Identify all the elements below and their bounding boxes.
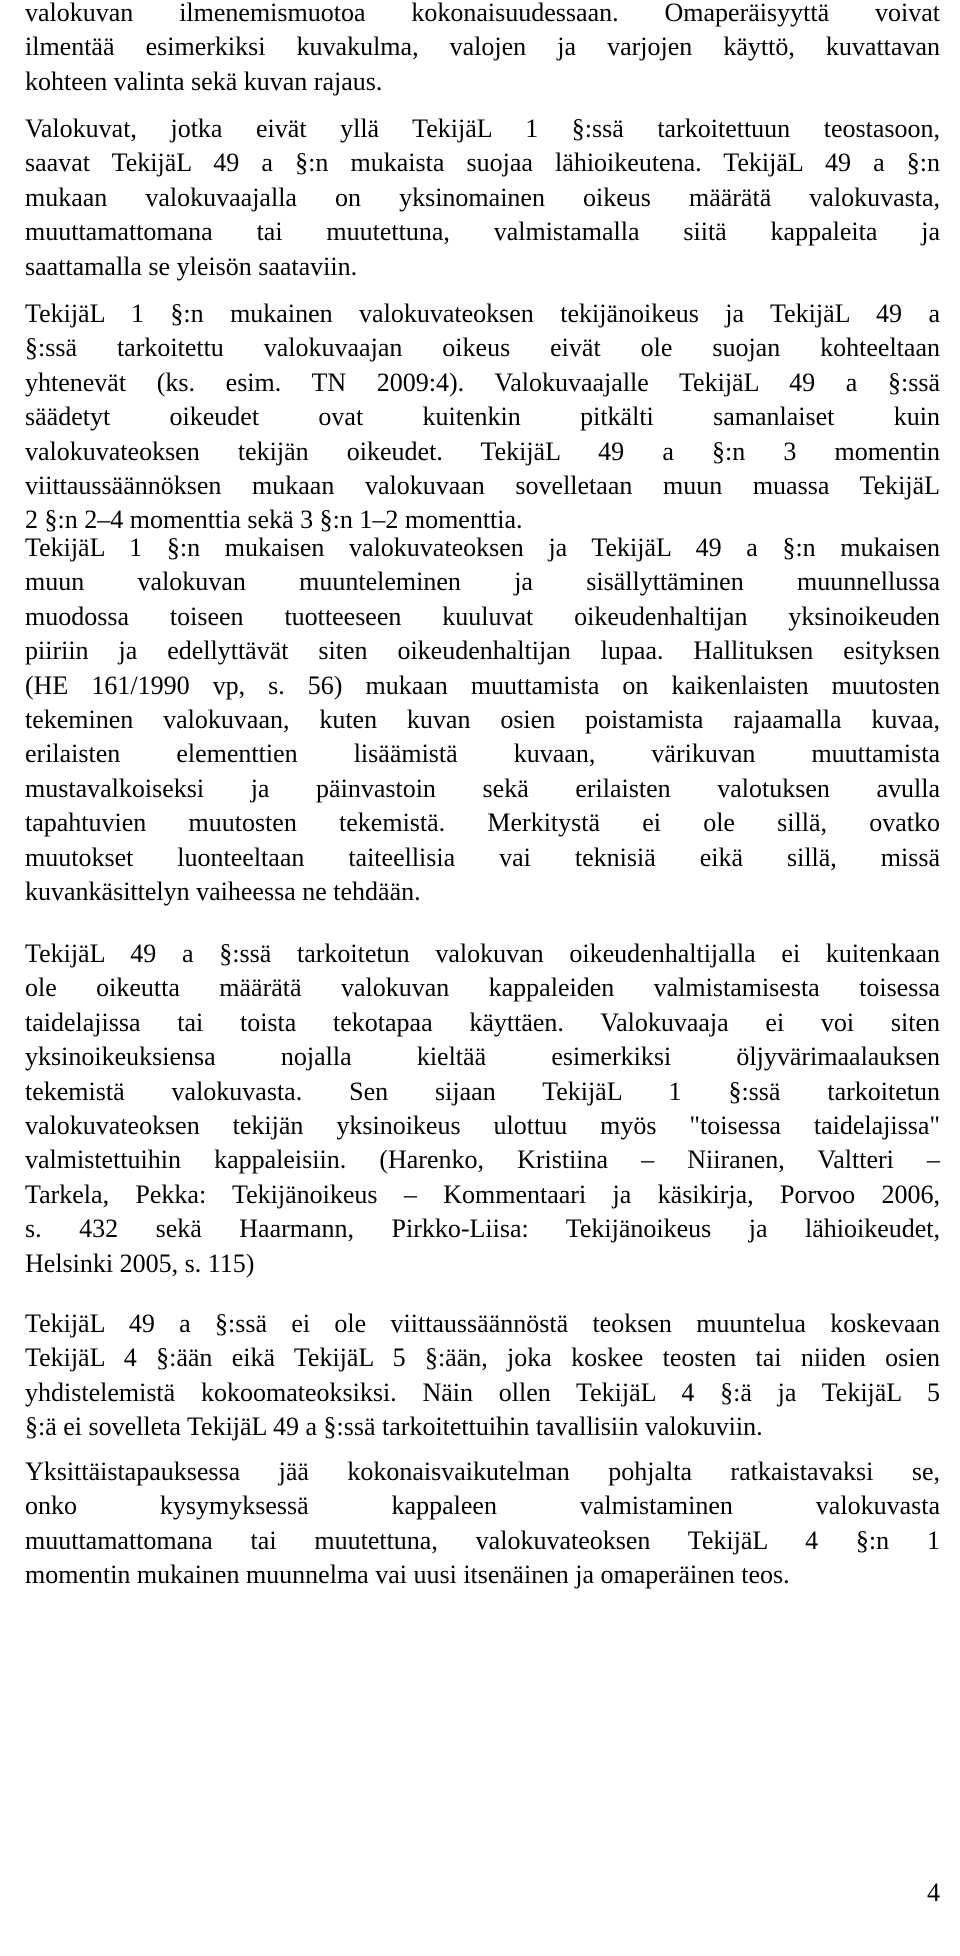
paragraph-photo-originality <box>25 0 940 99</box>
text-line: taidelajissa tai toista tekotapaa käyttäen. Valokuvaaja ei voi siten <box>25 1007 940 1037</box>
text-line: mukaan valokuvaajalla on yksinomainen oikeus määrätä valokuvasta, <box>25 182 940 212</box>
text-line: TekijäL 1 §:n mukaisen valokuvateoksen ja TekijäL 49 a §:n mukaisen <box>25 533 940 562</box>
text-line: piiriin ja edellyttävät siten oikeudenhaltijan lupaa. Hallituksen esityksen <box>25 636 940 666</box>
text-line: (HE 161/1990 vp, s. 56) mukaan muuttamista on kaikenlaisten muutosten <box>25 670 940 700</box>
text-line: §:ssä tarkoitettu valokuvaajan oikeus eivät ole suojan kohteeltaan <box>25 333 940 363</box>
text-line: Valokuvat, jotka eivät yllä TekijäL 1 §:ssä tarkoitettuun teostasoon, <box>25 114 940 143</box>
text-line: ole oikeutta määrätä valokuvan kappaleiden valmistamisesta toisessa <box>25 973 940 1003</box>
text-line: momentin mukainen muunnelma vai uusi itsenäinen ja omaperäinen teos. <box>25 1560 790 1590</box>
text-line: muutokset luonteeltaan taiteellisia vai teknisiä eikä sillä, missä <box>25 842 940 872</box>
text-line: säädetyt oikeudet ovat kuitenkin pitkälti samanlaiset kuin <box>25 402 940 432</box>
text-line: yhdistelemistä kokoomateoksiksi. Näin ollen TekijäL 4 §:ä ja TekijäL 5 <box>25 1377 940 1407</box>
text-line: s. 432 sekä Haarmann, Pirkko-Liisa: Tekijänoikeus ja lähioikeudet, <box>25 1214 940 1244</box>
paragraph-no-reference <box>25 1307 940 1445</box>
text-line: yksinoikeuksiensa nojalla kieltää esimerkiksi öljyvärimaalauksen <box>25 1042 940 1072</box>
text-line: §:ä ei sovelleta TekijäL 49 a §:ssä tarkoitettuihin tavallisiin valokuviin. <box>25 1412 763 1442</box>
text-line: muuttamattomana tai muutettuna, valokuvateoksen TekijäL 4 §:n 1 <box>25 1525 940 1555</box>
text-line: muun valokuvan muunteleminen ja sisällyttäminen muunnellussa <box>25 567 940 597</box>
text-line: tekeminen valokuvaan, kuten kuvan osien poistamista rajaamalla kuvaa, <box>25 705 940 735</box>
text-line: valokuvan ilmenemismuotoa kokonaisuudessaan. Omaperäisyyttä voivat <box>25 0 940 27</box>
text-line: kuvankäsittelyn vaiheessa ne tehdään. <box>25 877 421 907</box>
text-line: muodossa toiseen tuotteeseen kuuluvat oikeudenhaltijan yksinoikeuden <box>25 601 940 631</box>
text-line: TekijäL 49 a §:ssä ei ole viittaussäännöstä teoksen muuntelua koskevaan <box>25 1309 940 1338</box>
paragraph-modification <box>25 531 940 909</box>
text-line: yhtenevät (ks. esim. TN 2009:4). Valokuvaajalle TekijäL 49 a §:ssä <box>25 367 940 397</box>
text-line: 2 §:n 2–4 momenttia sekä 3 §:n 1–2 momenttia. <box>25 505 523 535</box>
text-line: valokuvateoksen tekijän yksinoikeus ulottuu myös "toisessa taidelajissa" <box>25 1111 940 1141</box>
paragraph-neighbouring-right <box>25 112 940 284</box>
paragraph-rights-comparison <box>25 297 940 538</box>
text-line: valokuvateoksen tekijän oikeudet. TekijäL 49 a §:n 3 momentin <box>25 436 940 466</box>
text-line: tekemistä valokuvasta. Sen sijaan TekijäL 1 §:ssä tarkoitetun <box>25 1076 940 1106</box>
paragraph-other-art-form <box>25 937 940 1281</box>
text-line: TekijäL 4 §:ään eikä TekijäL 5 §:ään, joka koskee teosten tai niiden osien <box>25 1343 940 1373</box>
text-line: saavat TekijäL 49 a §:n mukaista suojaa lähioikeutena. TekijäL 49 a §:n <box>25 148 940 178</box>
text-line: viittaussäännöksen mukaan valokuvaan sovelletaan muun muassa TekijäL <box>25 471 940 501</box>
text-line: mustavalkoiseksi ja päinvastoin sekä erilaisten valotuksen avulla <box>25 773 940 803</box>
text-line: onko kysymyksessä kappaleen valmistaminen valokuvasta <box>25 1491 940 1521</box>
text-line: saattamalla se yleisön saataviin. <box>25 251 358 281</box>
text-line: Yksittäistapauksessa jää kokonaisvaikutelman pohjalta ratkaistavaksi se, <box>25 1457 940 1486</box>
text-line: kohteen valinta sekä kuvan rajaus. <box>25 66 383 96</box>
text-line: Tarkela, Pekka: Tekijänoikeus – Kommentaari ja käsikirja, Porvoo 2006, <box>25 1179 940 1209</box>
paragraph-case-by-case <box>25 1455 940 1593</box>
page-number: 4 <box>927 1878 940 1907</box>
text-line: TekijäL 49 a §:ssä tarkoitetun valokuvan oikeudenhaltijalla ei kuitenkaan <box>25 939 940 968</box>
text-line: valmistettuihin kappaleisiin. (Harenko, Kristiina – Niiranen, Valtteri – <box>25 1145 940 1175</box>
text-line: tapahtuvien muutosten tekemistä. Merkitystä ei ole sillä, ovatko <box>25 808 940 838</box>
text-line: muuttamattomana tai muutettuna, valmistamalla siitä kappaleita ja <box>25 217 940 247</box>
text-line: Helsinki 2005, s. 115) <box>25 1248 255 1278</box>
text-line: erilaisten elementtien lisäämistä kuvaan, värikuvan muuttamista <box>25 739 940 769</box>
text-line: TekijäL 1 §:n mukainen valokuvateoksen tekijänoikeus ja TekijäL 49 a <box>25 299 940 328</box>
text-line: ilmentää esimerkiksi kuvakulma, valojen ja varjojen käyttö, kuvattavan <box>25 32 940 62</box>
